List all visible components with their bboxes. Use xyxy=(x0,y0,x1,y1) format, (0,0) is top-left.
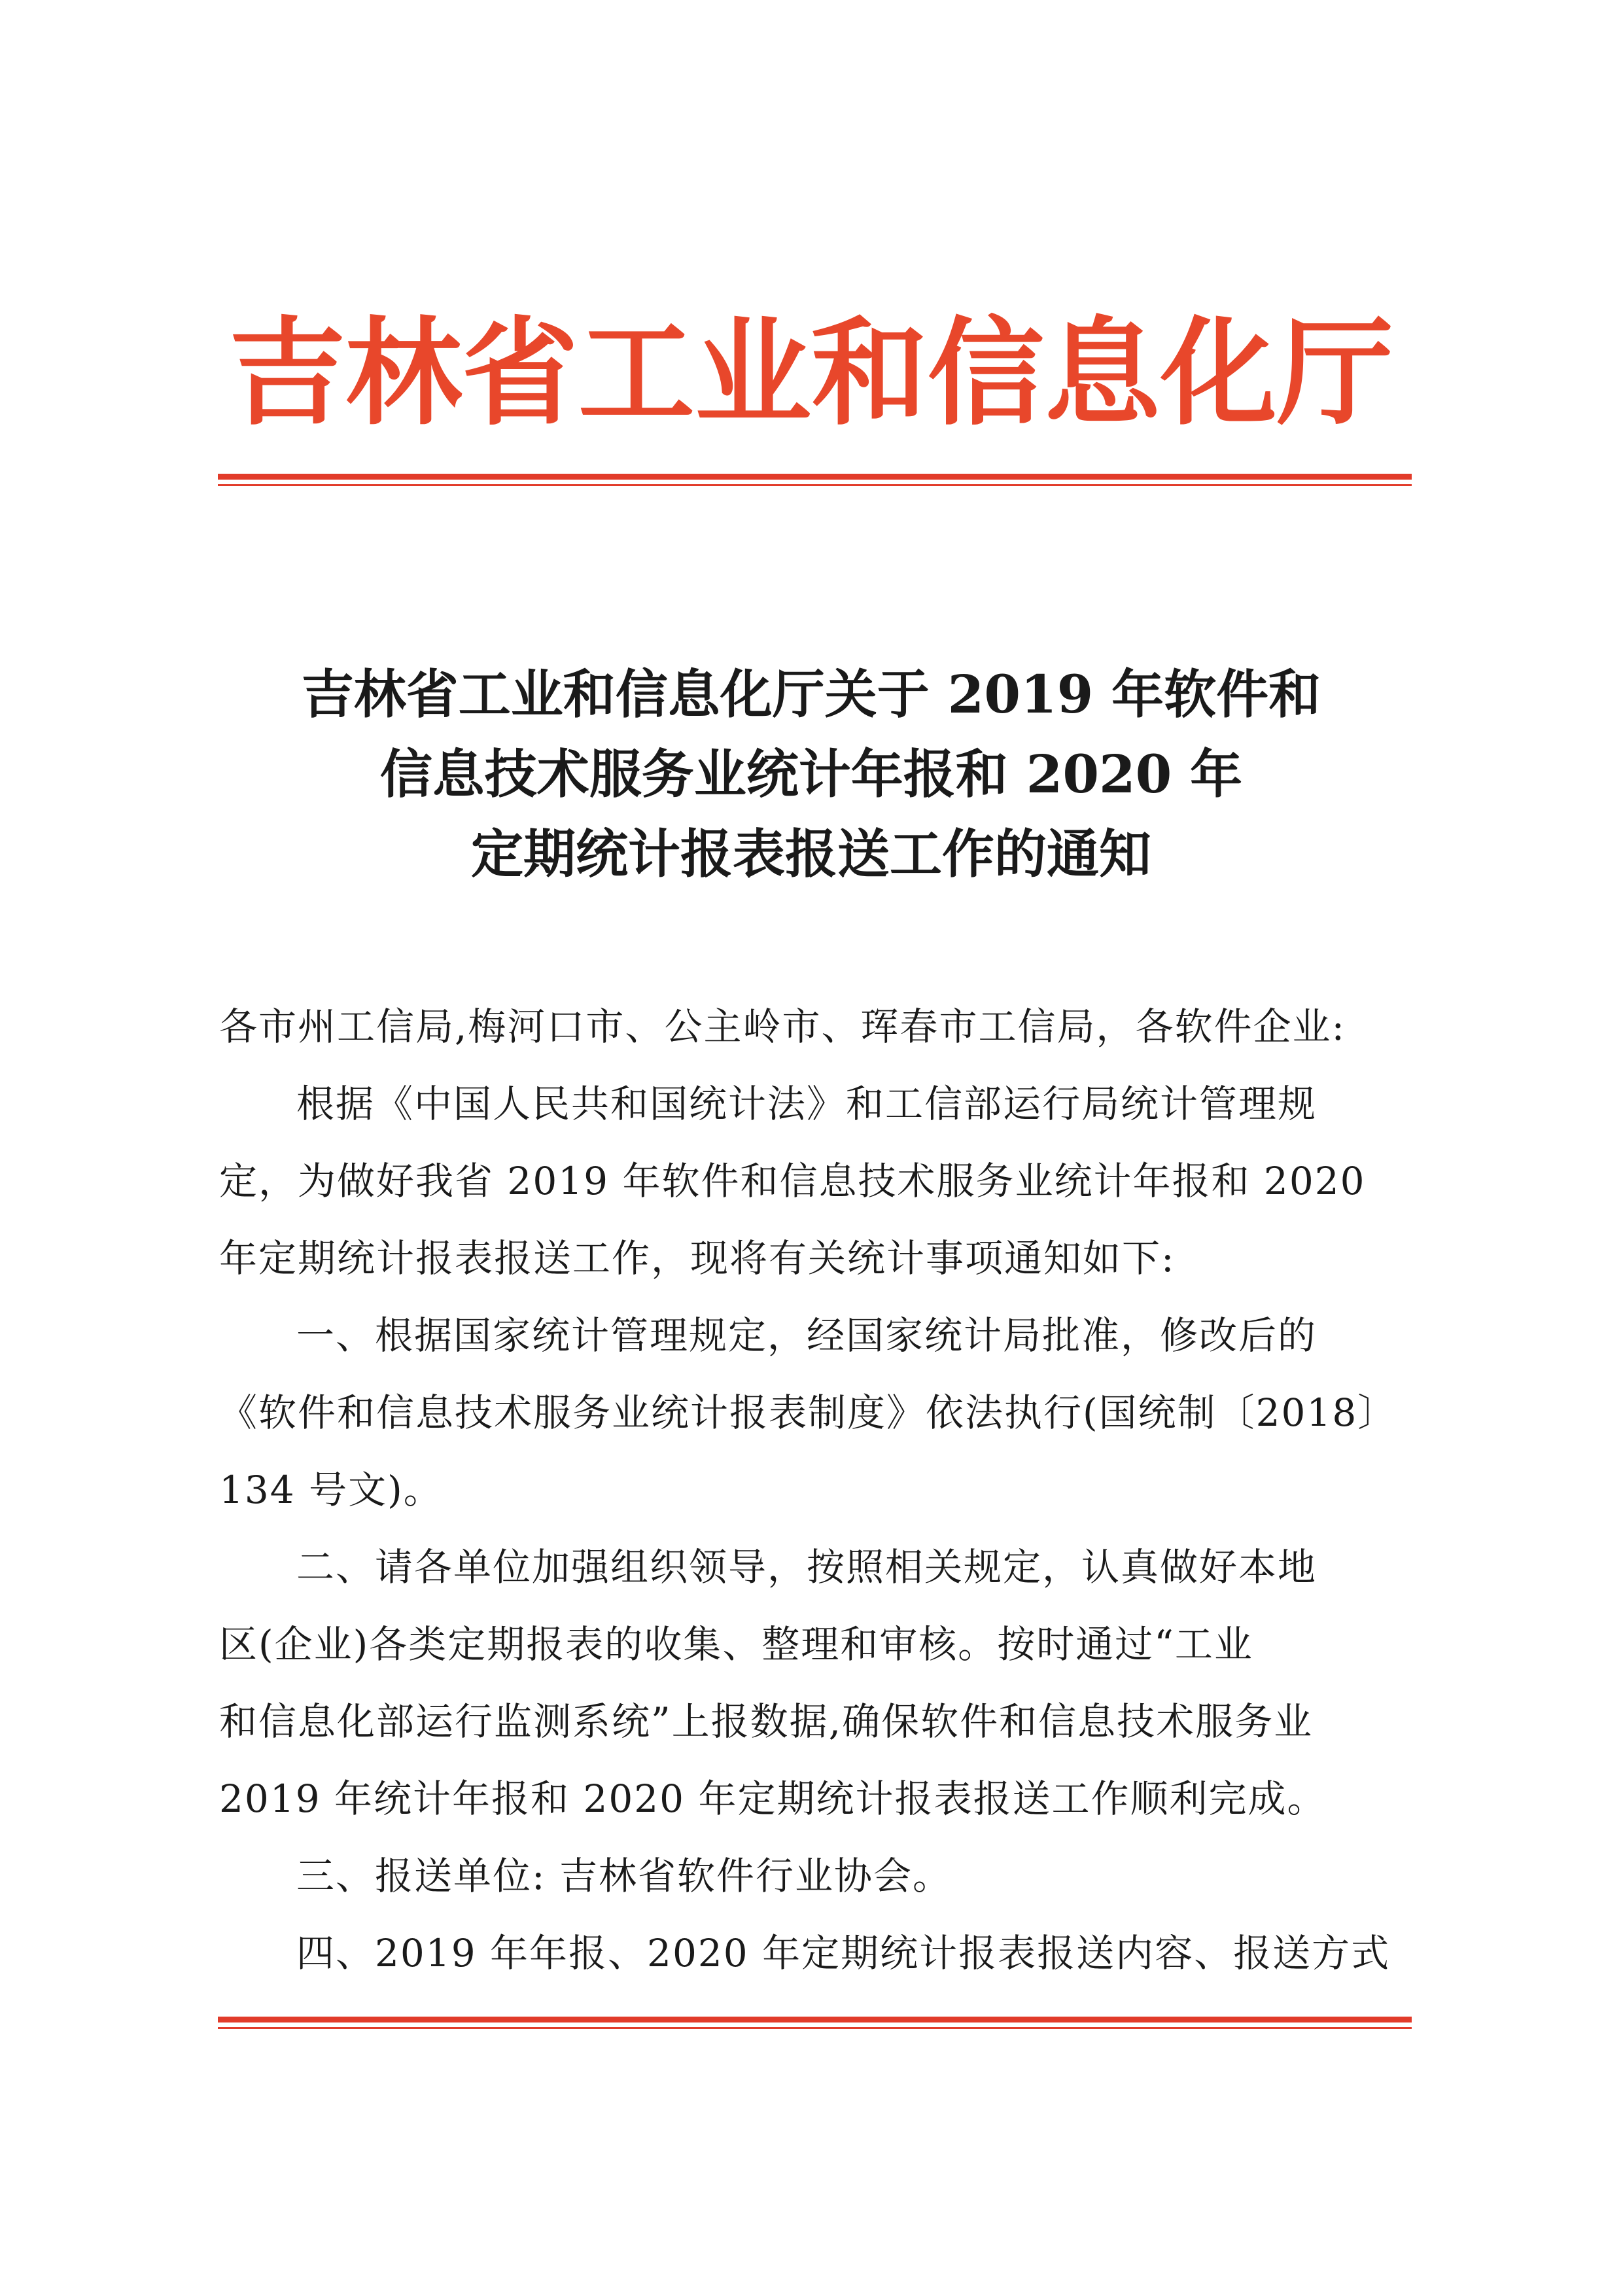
paragraph-line: 134 号文)。 xyxy=(219,1468,443,1512)
salutation-text: 各市州工信局,梅河口市、公主岭市、珲春市工信局，各软件企业: xyxy=(219,1004,1346,1049)
issuing-organization-header: 吉林省工业和信息化厅 xyxy=(229,304,1393,441)
paragraph-line: 定，为做好我省 2019 年软件和信息技术服务业统计年报和 2020 xyxy=(219,1159,1366,1203)
paragraph-line: 和信息化部运行监测系统”上报数据,确保软件和信息技术服务业 xyxy=(219,1699,1314,1744)
document-body xyxy=(219,988,1416,1992)
body-paragraph-item-4 xyxy=(219,1915,1416,1992)
footer-divider-thin-line xyxy=(218,2027,1412,2029)
body-paragraph-item-2 xyxy=(219,1528,1416,1837)
header-divider-rule xyxy=(218,474,1412,486)
document-title-line: 吉林省工业和信息化厅关于 2019 年软件和 xyxy=(301,663,1321,725)
paragraph-line: 年定期统计报表报送工作，现将有关统计事项通知如下: xyxy=(219,1236,1176,1280)
paragraph-line: 一、根据国家统计管理规定，经国家统计局批准，修改后的 xyxy=(296,1313,1318,1358)
body-paragraph-intro xyxy=(219,1065,1416,1297)
document-title xyxy=(196,654,1426,894)
footer-divider-rule xyxy=(218,2017,1412,2029)
paragraph-line: 四、2019 年年报、2020 年定期统计报表报送内容、报送方式 xyxy=(296,1931,1391,1975)
paragraph-line: 《软件和信息技术服务业统计报表制度》依法执行(国统制〔2018〕 xyxy=(219,1390,1397,1435)
body-paragraph-item-1 xyxy=(219,1297,1416,1528)
body-paragraph-item-3 xyxy=(219,1837,1416,1915)
paragraph-line: 二、请各单位加强组织领导，按照相关规定，认真做好本地 xyxy=(296,1545,1318,1589)
footer-divider-thick-line xyxy=(218,2017,1412,2022)
salutation xyxy=(219,988,1416,1065)
paragraph-line: 根据《中国人民共和国统计法》和工信部运行局统计管理规 xyxy=(296,1082,1318,1126)
document-title-line: 信息技术服务业统计年报和 2020 年 xyxy=(379,743,1243,805)
header-divider-thick-line xyxy=(218,474,1412,480)
document-title-line: 定期统计报表报送工作的通知 xyxy=(471,823,1151,885)
paragraph-line: 三、报送单位: 吉林省软件行业协会。 xyxy=(296,1854,952,1898)
header-divider-thin-line xyxy=(218,484,1412,486)
paragraph-line: 2019 年统计年报和 2020 年定期统计报表报送工作顺利完成。 xyxy=(219,1776,1327,1821)
paragraph-line: 区(企业)各类定期报表的收集、整理和审核。按时通过“工业 xyxy=(219,1622,1253,1667)
